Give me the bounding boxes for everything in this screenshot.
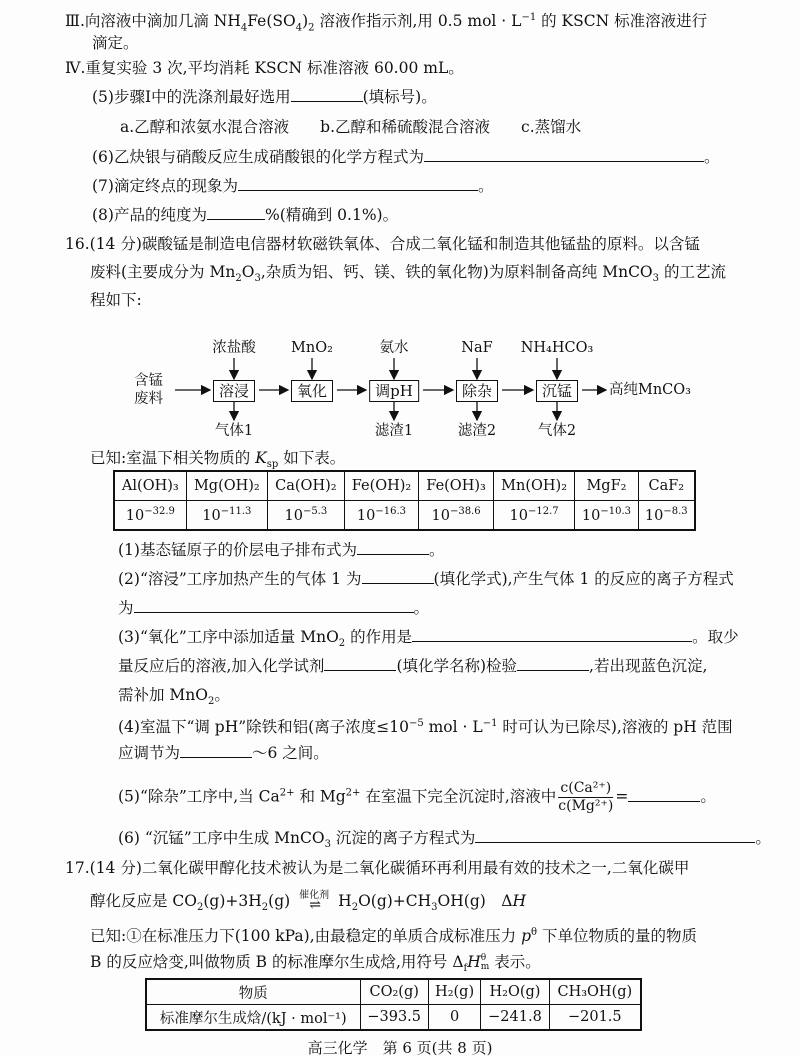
text-segment: 。 xyxy=(214,686,230,704)
text-segment: (5)步骤Ⅰ中的洗涤剂最好选用 xyxy=(92,88,291,106)
text-segment: O xyxy=(241,263,255,281)
text-line xyxy=(65,858,689,878)
text-line xyxy=(92,176,493,196)
flow-product: 高纯MnCO₃ xyxy=(609,382,691,398)
text-line xyxy=(118,685,230,712)
exponent: −8.3 xyxy=(663,506,688,518)
text-segment: 需补加 MnO xyxy=(118,686,208,704)
flow-step: 除杂 xyxy=(456,380,498,402)
text-segment: (8)产品的纯度为 xyxy=(92,206,207,224)
text-segment: ,若出现蓝色沉淀, xyxy=(589,657,708,675)
table-header-cell: Ca(OH)₂ xyxy=(268,471,345,501)
ksp-table xyxy=(113,470,696,531)
equilibrium-arrow xyxy=(290,890,338,913)
text-segment: 的工艺流 xyxy=(659,263,726,281)
text-line xyxy=(118,598,429,618)
text-line xyxy=(90,952,541,979)
text-segment: 。取少 xyxy=(692,628,739,646)
subscript: 2 xyxy=(351,902,359,914)
italic-symbol: K xyxy=(255,449,267,467)
table-header-cell: CH₃OH(g) xyxy=(549,979,641,1005)
table-cell xyxy=(638,501,695,531)
flow-output: 滤渣1 xyxy=(374,423,414,439)
text-line xyxy=(90,891,526,918)
text-segment: 的 KSCN 标准溶液进行 xyxy=(536,12,708,31)
base: 10 xyxy=(125,507,145,524)
table-cell: −393.5 xyxy=(360,1005,428,1031)
base: 10 xyxy=(509,507,528,524)
table-cell: 0 xyxy=(428,1005,480,1031)
answer-blank xyxy=(357,540,429,555)
base: 10 xyxy=(431,507,450,524)
text-segment: (6) “沉锰”工序中生成 MnCO xyxy=(118,829,325,847)
text-segment: 16.(14 分)碳酸锰是制造电信器材软磁铁氧体、合成二氧化锰和制造其他锰盐的原料。以含锰 xyxy=(65,235,700,253)
answer-blank xyxy=(291,87,363,102)
page-footer: 高三化学 第 6 页(共 8 页) xyxy=(307,1039,493,1056)
base: 10 xyxy=(356,507,376,524)
text-segment: 滴定。 xyxy=(92,34,139,52)
base: 10 xyxy=(581,507,601,524)
text-line xyxy=(118,828,771,855)
fraction xyxy=(558,780,613,815)
flow-step: 溶浸 xyxy=(213,380,255,402)
table-header-cell: CO₂(g) xyxy=(360,979,428,1005)
answer-blank xyxy=(517,656,589,671)
subscript: 4 xyxy=(240,22,248,34)
italic-symbol: p xyxy=(521,927,531,946)
text-segment: (6)乙炔银与硝酸反应生成硝酸银的化学方程式为 xyxy=(92,148,424,166)
text-segment: 在室温下完全沉淀时,溶液中 xyxy=(360,787,557,806)
text-segment: 。 xyxy=(755,829,771,847)
table-cell xyxy=(114,501,186,531)
superscript: −5 xyxy=(408,718,424,729)
subscript: f xyxy=(463,963,468,975)
flow-feed: 含锰 废料 xyxy=(134,373,163,407)
text-line xyxy=(118,780,716,815)
flow-input: 浓盐酸 xyxy=(212,340,256,356)
answer-blank xyxy=(628,787,700,802)
flow-step: 沉锰 xyxy=(536,380,578,402)
text-segment: 程如下: xyxy=(90,291,142,309)
text-segment: 溶液作指示剂,用 0.5 mol · L xyxy=(314,12,522,31)
text-segment: = xyxy=(615,787,629,806)
answer-blank xyxy=(475,828,755,843)
table-cell xyxy=(344,501,419,531)
text-line xyxy=(118,743,329,763)
exponent: −38.6 xyxy=(449,506,481,518)
text-segment: 下单位物质的量的物质 xyxy=(537,927,697,946)
subscript: 2 xyxy=(308,22,315,34)
exponent: −5.3 xyxy=(302,506,328,518)
superscript: 2+ xyxy=(345,787,361,799)
text-segment: 。 xyxy=(700,787,716,806)
flow-input: NaF xyxy=(461,340,493,356)
catalyst-label: 催化剂 xyxy=(299,890,330,901)
text-segment: (4)室温下“调 pH”除铁和铝(离子浓度≤10 xyxy=(118,718,409,737)
text-segment: (填标号)。 xyxy=(362,88,437,106)
table-header-cell: CaF₂ xyxy=(638,471,695,501)
text-segment: 废料(主要成分为 Mn xyxy=(90,263,236,281)
answer-blank xyxy=(180,743,252,758)
text-segment: 表示。 xyxy=(489,953,541,971)
flow-input: NH₄HCO₃ xyxy=(520,340,594,356)
text-line xyxy=(90,290,142,310)
arrow-icon: ⇌ xyxy=(309,897,320,913)
flow-step: 调pH xyxy=(369,380,419,402)
text-segment: (5)“除杂”工序中,当 Ca xyxy=(118,787,280,806)
text-segment: %(精确到 0.1%)。 xyxy=(264,206,399,224)
text-line xyxy=(65,234,700,254)
answer-blank xyxy=(412,627,692,642)
table-header-cell: H₂(g) xyxy=(428,979,480,1005)
table-row-label: 标准摩尔生成焓/(kJ · mol⁻¹) xyxy=(146,1005,360,1031)
subscript: 3 xyxy=(652,273,660,285)
text-segment: (3)“氧化”工序中添加适量 MnO xyxy=(118,628,339,646)
table-header-cell: Fe(OH)₂ xyxy=(344,471,419,501)
text-segment: 已知:①在标准压力下(100 kPa),由最稳定的单质合成标准压力 xyxy=(90,927,522,946)
subscript: 4 xyxy=(295,22,303,34)
italic-symbol: H xyxy=(512,892,527,910)
answer-blank xyxy=(424,147,704,162)
text-segment: ～6 之间。 xyxy=(252,744,329,762)
script: m xyxy=(480,962,490,972)
flow-output: 气体2 xyxy=(537,423,577,439)
table-cell xyxy=(186,501,267,531)
text-line xyxy=(92,87,437,107)
text-segment: Ⅳ.重复实验 3 次,平均消耗 KSCN 标准溶液 60.00 mL。 xyxy=(65,59,464,77)
table-cell xyxy=(493,501,574,531)
exponent: −11.3 xyxy=(220,506,252,518)
text-segment: (g)+3H xyxy=(203,892,262,910)
subscript: 2 xyxy=(208,696,215,708)
table-header-cell: Mn(OH)₂ xyxy=(493,471,574,501)
text-line xyxy=(118,714,733,737)
text-segment: 。 xyxy=(477,177,494,195)
text-segment: 的作用是 xyxy=(345,628,413,646)
text-segment: 和 Mg xyxy=(294,787,346,806)
table-header-cell: Fe(OH)₃ xyxy=(419,471,494,501)
subscript: 2 xyxy=(338,638,346,650)
text-segment: (g) xyxy=(268,892,291,910)
text-line xyxy=(118,656,707,676)
subscript: 2 xyxy=(261,902,269,914)
base: 10 xyxy=(202,507,221,524)
text-segment: O(g)+CH xyxy=(358,892,432,910)
text-segment: OH(g) Δ xyxy=(437,892,513,910)
text-segment: Ⅲ.向溶液中滴加几滴 NH xyxy=(65,12,241,31)
subscript: sp xyxy=(266,459,279,471)
text-line xyxy=(120,117,581,137)
superscript: −1 xyxy=(521,12,537,23)
subscript: 3 xyxy=(431,902,438,914)
text-line xyxy=(118,569,734,589)
text-segment: (2)“溶浸”工序加热产生的气体 1 为 xyxy=(118,570,362,588)
process-flow-diagram xyxy=(130,338,690,443)
answer-blank xyxy=(207,205,265,220)
answer-blank xyxy=(362,569,434,584)
superscript: 2+ xyxy=(279,787,295,799)
text-line xyxy=(65,8,707,38)
exponent: −32.9 xyxy=(144,506,175,518)
text-segment: 。 xyxy=(413,599,430,617)
text-segment: mol · L xyxy=(423,718,483,737)
text-segment: ) xyxy=(302,12,309,31)
base: 10 xyxy=(284,507,303,524)
text-segment: 。 xyxy=(428,541,445,559)
text-segment: 沉淀的离子方程式为 xyxy=(330,829,476,847)
answer-blank xyxy=(134,598,414,613)
text-segment: (7)滴定终点的现象为 xyxy=(92,177,238,195)
text-segment: Fe(SO xyxy=(247,12,296,31)
text-line xyxy=(92,33,139,53)
italic-symbol: H xyxy=(467,953,481,971)
text-line xyxy=(90,923,697,946)
text-segment: ,杂质为铝、钙、镁、铁的氧化物)为原料制备高纯 MnCO xyxy=(260,263,653,281)
text-line xyxy=(92,147,719,167)
text-segment: 17.(14 分)二氧化碳甲醇化技术被认为是二氧化碳循环再利用最有效的技术之一,二氧化碳甲 xyxy=(65,859,690,877)
text-segment: 量反应后的溶液,加入化学试剂 xyxy=(118,657,325,675)
exponent: −12.7 xyxy=(527,506,559,518)
base: 10 xyxy=(644,507,664,524)
text-segment: a.乙醇和浓氨水混合溶液 b.乙醇和稀硫酸混合溶液 c.蒸馏水 xyxy=(120,118,582,136)
answer-blank xyxy=(324,656,396,671)
text-line xyxy=(118,540,444,560)
text-segment: H xyxy=(338,892,352,910)
table-cell xyxy=(575,501,638,531)
table-header-cell: Al(OH)₃ xyxy=(114,471,186,501)
text-segment: 醇化反应是 CO xyxy=(90,892,197,910)
subscript: 3 xyxy=(254,273,261,285)
table-header-cell: Mg(OH)₂ xyxy=(186,471,267,501)
script: θ xyxy=(480,953,487,963)
table-cell xyxy=(268,501,345,531)
subscript: 3 xyxy=(324,839,331,851)
text-segment: 已知:室温下相关物质的 xyxy=(90,449,256,467)
flow-input: 氨水 xyxy=(379,340,409,356)
text-line xyxy=(65,58,464,78)
text-segment: (填化学式),产生气体 1 的反应的离子方程式 xyxy=(433,570,734,588)
text-line xyxy=(90,262,726,289)
superscript: θ xyxy=(531,927,538,938)
superscript: −1 xyxy=(482,718,498,729)
text-segment: 应调节为 xyxy=(118,744,181,762)
text-segment: 为 xyxy=(118,599,134,617)
text-segment: 时可认为已除尽),溶液的 pH 范围 xyxy=(497,718,733,737)
table-cell: −241.8 xyxy=(481,1005,549,1031)
flow-output: 滤渣2 xyxy=(457,423,497,439)
subscript: 2 xyxy=(235,273,242,285)
table-header-cell: MgF₂ xyxy=(575,471,638,501)
flow-input: MnO₂ xyxy=(291,340,333,356)
table-cell xyxy=(419,501,494,531)
text-line xyxy=(118,627,739,654)
flow-output: 气体1 xyxy=(214,423,254,439)
numerator: c(Ca²⁺) xyxy=(560,780,612,796)
text-segment: B 的反应焓变,叫做物质 B 的标准摩尔生成焓,用符号 Δ xyxy=(90,953,464,971)
text-segment: (填化学名称)检验 xyxy=(396,657,518,675)
exponent: −16.3 xyxy=(375,506,407,518)
table-header-cell: H₂O(g) xyxy=(481,979,549,1005)
text-segment: 如下表。 xyxy=(278,449,346,467)
denominator: c(Mg²⁺) xyxy=(558,798,614,814)
enthalpy-table xyxy=(145,978,642,1031)
table-cell: −201.5 xyxy=(549,1005,641,1031)
subscript: 2 xyxy=(197,902,204,914)
text-segment: (1)基态锰原子的价层电子排布式为 xyxy=(118,541,357,559)
text-segment: 。 xyxy=(703,148,720,166)
text-line xyxy=(92,205,398,225)
exponent: −10.3 xyxy=(600,506,631,518)
flow-step: 氧化 xyxy=(291,380,333,402)
answer-blank xyxy=(238,176,478,191)
table-header-cell: 物质 xyxy=(146,979,360,1005)
